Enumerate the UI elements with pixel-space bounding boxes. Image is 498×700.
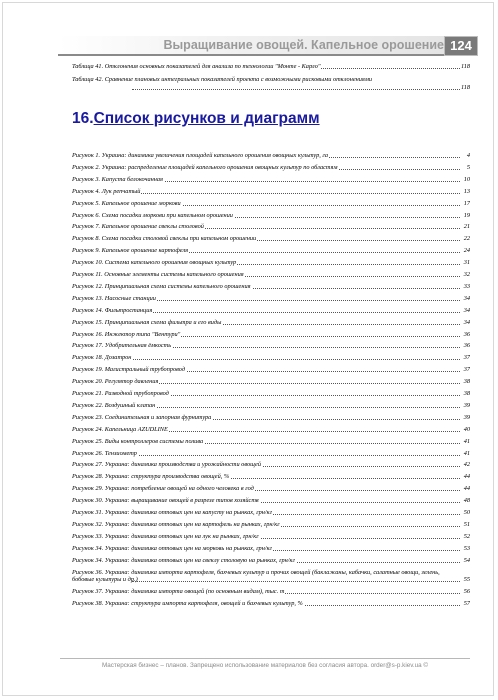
toc-entry-title: Рисунок 21. Разводной трубопровод	[72, 390, 169, 397]
toc-figure-entry[interactable]	[72, 354, 470, 362]
toc-entry-title: Рисунок 15. Принципиальная схема фильтра и его виды	[72, 318, 222, 326]
toc-figure-entry[interactable]	[72, 235, 470, 243]
toc-entry-page: 37	[463, 366, 470, 374]
toc-entry-title: Рисунок 38. Украина: структура импорта картофеля, овощей и бахчевых культур, %	[72, 600, 303, 608]
toc-entry-title: Рисунок 7. Капельное орошение свеклы столовой	[72, 223, 204, 231]
toc-figure-entry[interactable]	[72, 461, 470, 469]
toc-figure-entry[interactable]	[72, 533, 470, 541]
toc-entry-page: 48	[463, 497, 470, 505]
toc-entry-page: 10	[463, 175, 470, 183]
toc-entry-title: Рисунок 16. Инжектор типа "Вентури"	[72, 330, 181, 338]
dot-leader	[132, 89, 460, 90]
toc-figure-entry[interactable]	[72, 426, 470, 434]
toc-entry-page: 37	[463, 354, 470, 362]
toc-entry-page: 56	[463, 588, 470, 596]
toc-entry-page: 41	[463, 437, 470, 445]
toc-figure-entry[interactable]	[72, 521, 470, 529]
toc-entry-page: 54	[463, 556, 470, 564]
toc-entry-page: 24	[463, 247, 470, 255]
toc-figure-entry[interactable]	[72, 438, 470, 446]
toc-entry-title: Рисунок 10. Система капельного орошения овощных культур	[72, 259, 237, 267]
toc-entry-title: Рисунок 31. Украина: динамика оптовых цен на капусту на рынках, грн/кг	[72, 509, 273, 516]
toc-entry-page: 39	[463, 401, 470, 409]
toc-figure-entry[interactable]	[72, 152, 470, 160]
toc-entry-title: Рисунок 24. Капельница AZUDLINE	[72, 425, 168, 433]
toc-figure-entry[interactable]	[72, 164, 470, 172]
toc-entry-page: 44	[463, 485, 470, 493]
toc-entry-title: Рисунок 6. Схема посадки моркови при капельном орошении	[72, 211, 233, 219]
toc-entry-page: 22	[463, 235, 470, 243]
page-number: 124	[444, 36, 478, 56]
toc-figure-entry[interactable]	[72, 485, 470, 493]
toc-figure-entry[interactable]	[72, 283, 470, 291]
toc-entry-page: 118	[461, 63, 470, 70]
toc-entry-page: 5	[466, 163, 470, 171]
toc-figure-entry[interactable]	[72, 331, 470, 339]
toc-entry-page: 36	[463, 330, 470, 338]
toc-entry-title: Рисунок 23. Соединительная и запорная фурнитура	[72, 413, 212, 421]
footer: Мастерская бизнес – планов. Запрещено использование материалов без согласия автора. order@s-p.kiev.ua ©	[101, 662, 429, 669]
toc-entry-page: 52	[463, 532, 470, 540]
toc-figure-entry[interactable]	[72, 588, 470, 596]
toc-entry-title: Рисунок 20. Регулятор давления	[72, 378, 159, 386]
toc-entry-title: Рисунок 14. Фильтростанция	[72, 306, 153, 314]
toc-entry-title: Рисунок 27. Украина: динамика производства и урожайности овощей	[72, 461, 261, 469]
toc-entry-page: 19	[463, 211, 470, 219]
toc-entry-page: 53	[463, 544, 470, 552]
toc-entry-page: 34	[463, 306, 470, 314]
toc-figure-entry[interactable]	[72, 188, 470, 196]
toc-entry-title: Рисунок 19. Магистральный трубопровод	[72, 366, 186, 374]
toc-figure-entry[interactable]	[72, 402, 470, 410]
toc-figure-entry[interactable]	[72, 414, 470, 422]
toc-figure-entry[interactable]	[72, 600, 470, 608]
toc-entry-page: 39	[463, 413, 470, 421]
footer-divider	[60, 658, 470, 659]
toc-figure-entry[interactable]	[72, 342, 470, 350]
toc-figure-entry[interactable]	[72, 212, 470, 220]
toc-entry-title: Рисунок 37. Украина: динамика импорта овощей (по основным видам), тыс. т	[72, 588, 285, 596]
toc-table-entry[interactable]	[72, 76, 470, 91]
toc-entry-title: Рисунок 17. Удобрительная ёмкость	[72, 342, 172, 350]
toc-figure-entry[interactable]	[72, 473, 470, 481]
toc-figure-entry[interactable]	[72, 378, 470, 386]
toc-entry-title: Рисунок 11. Основные элементы системы капельного орошения	[72, 271, 244, 278]
toc-entry-page: 51	[463, 520, 470, 528]
toc-entry-title: Рисунок 29. Украина: потребление овощей на одного человека в год	[72, 485, 254, 493]
toc-figure-entry[interactable]	[72, 259, 470, 267]
toc-entry-title: Рисунок 36. Украина: динамика импорта картофеля, бахчевых культур и прочих овощей (баклажаны, кабачки, салатные овощи, зелень, бобовые культуры и др.)	[72, 569, 453, 584]
toc-entry-title: Таблица 41. Отклонения основных показателей для анализа по технологии "Монте - Карло"	[72, 63, 321, 70]
toc-figure-entry[interactable]	[72, 176, 470, 184]
toc-entry-page: 36	[463, 342, 470, 350]
toc-figure-entry[interactable]	[72, 497, 470, 505]
toc-entry-page: 17	[463, 199, 470, 207]
toc-entry-page: 32	[463, 271, 470, 278]
toc-entry-page: 13	[463, 187, 470, 195]
toc-entry-title: Рисунок 34. Украина: динамика оптовых цен на свеклу столовую на рынках, грн/кг	[72, 556, 295, 564]
toc-entry-title: Рисунок 32. Украина: динамика оптовых цен на картофель на рынках, грн/кг	[72, 520, 280, 528]
toc-figure-entry[interactable]	[72, 271, 470, 279]
toc-table-entry[interactable]	[72, 63, 470, 71]
toc-entry-title: Рисунок 26. Тензиометр	[72, 449, 137, 457]
toc-entry-title: Рисунок 30. Украина: выращивание овощей в разрезе типов хозяйств	[72, 497, 259, 505]
toc-entry-title: Рисунок 28. Украина: структура производства овощей, %	[72, 473, 230, 481]
toc-entry-page: 41	[463, 449, 470, 457]
toc-entry-title: Таблица 42. Сравнение плановых интегральных показателей проекта с возможными рисковыми отклонениями	[72, 76, 453, 84]
toc-figure-entry[interactable]	[72, 509, 470, 517]
section-heading	[72, 110, 320, 128]
toc-figure-entry[interactable]	[72, 569, 470, 584]
toc-entry-title: Рисунок 12. Принципиальная схема системы капельного орошения	[72, 282, 251, 290]
toc-entry-title: Рисунок 2. Украина: распределение площадей капельного орошения овощных культур по областям	[72, 163, 338, 171]
toc-entry-title: Рисунок 8. Схема посадки столовой свеклы при капельном орошении	[72, 235, 257, 243]
toc-entry-page: 57	[463, 600, 470, 608]
toc-figure-entry[interactable]	[72, 557, 470, 565]
toc-entry-page: 31	[463, 259, 470, 267]
toc-figure-entry[interactable]	[72, 319, 470, 327]
toc-entry-title: Рисунок 5. Капельное орошение моркови	[72, 199, 181, 207]
section-title: Список рисунков и диаграмм	[93, 110, 320, 127]
toc-entry-title: Рисунок 3. Капуста белокочанная	[72, 175, 163, 183]
toc-figure-entry[interactable]	[72, 247, 470, 255]
toc-entry-title: Рисунок 4. Лук репчатый	[72, 187, 141, 195]
toc-figure-entry[interactable]	[72, 545, 470, 553]
toc-entry-page: 21	[463, 223, 470, 231]
toc-entry-page: 38	[463, 390, 470, 397]
toc-entry-title: Рисунок 13. Насосные станции	[72, 294, 156, 302]
toc-entry-title: Рисунок 33. Украина: динамика оптовых цен на лук на рынках, грн/кг	[72, 532, 259, 540]
toc-entry-page: 42	[463, 461, 470, 469]
toc-entry-page: 34	[463, 294, 470, 302]
toc-entry-title: Рисунок 25. Виды контроллеров системы полива	[72, 437, 204, 445]
toc-entry-title: Рисунок 18. Дозатрон	[72, 354, 132, 362]
section-number: 16.	[72, 110, 94, 127]
toc-entry-page: 55	[463, 576, 470, 583]
toc-entry-title: Рисунок 1. Украина: динамика увеличения площадей капельного орошения овощных культур, га	[72, 152, 329, 159]
toc-figure-entry[interactable]	[72, 450, 470, 458]
toc-figure-entry[interactable]	[72, 295, 470, 303]
toc-entry-page: 40	[463, 425, 470, 433]
header-title: Выращивание овощей. Капельное орошение	[163, 38, 444, 52]
toc-entry-title: Рисунок 9. Капельное орошение картофеля	[72, 247, 189, 255]
toc-entry-page: 33	[463, 282, 470, 290]
toc-figure-entry[interactable]	[72, 390, 470, 398]
toc-figure-entry[interactable]	[72, 366, 470, 374]
dot-leader	[132, 581, 460, 582]
toc-entry-title: Рисунок 22. Воздушный клапан	[72, 401, 156, 409]
toc-figure-entry[interactable]	[72, 223, 470, 231]
toc-figure-entry[interactable]	[72, 200, 470, 208]
toc-entry-page: 38	[463, 378, 470, 386]
toc-entry-page: 44	[463, 473, 470, 481]
toc-entry-title: Рисунок 34. Украина: динамика оптовых цен на морковь на рынках, грн/кг	[72, 544, 272, 552]
toc-figure-entry[interactable]	[72, 307, 470, 315]
toc-entry-page: 118	[461, 83, 470, 91]
toc-entry-page: 34	[463, 318, 470, 326]
toc-entry-page: 50	[463, 509, 470, 516]
toc-entry-page: 4	[466, 152, 470, 159]
